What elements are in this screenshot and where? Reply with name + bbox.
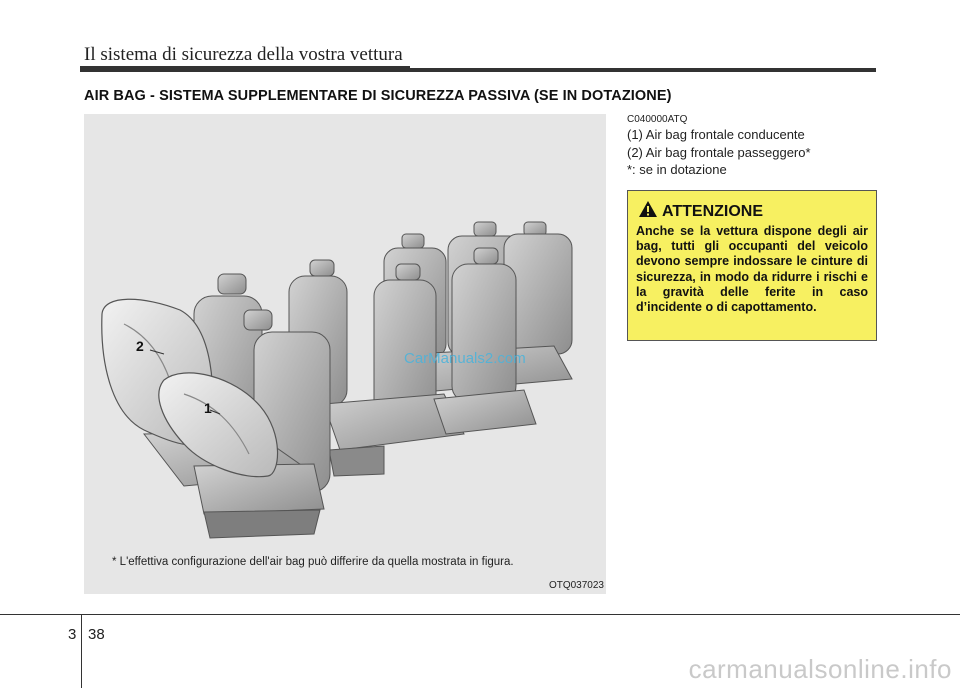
legend-item: (1) Air bag frontale conducente xyxy=(627,127,805,142)
legend-item: (2) Air bag frontale passeggero* xyxy=(627,144,811,160)
document-code: C040000ATQ xyxy=(627,114,688,125)
legend-item: *: se in dotazione xyxy=(627,162,727,177)
footer-rule xyxy=(0,614,960,615)
warning-text: Anche se la vettura dispone degli air bag, tutti gli occupanti del veicolo devono sempre indossare le cinture di sicurezza, in modo da ridurre i rischi e la gravità delle ferite in caso d’incidente o di capottamento. xyxy=(636,224,868,315)
figure-code: OTQ037023 xyxy=(548,580,604,591)
chapter-number: 3 xyxy=(68,626,77,643)
header-title: Il sistema di sicurezza della vostra vettura xyxy=(84,44,403,65)
footer-watermark: carmanualsonline.info xyxy=(688,654,952,684)
figure-note: * L'effettiva configurazione dell'air bag può differire da quella mostrata in figura. xyxy=(112,556,514,568)
header-rule xyxy=(80,68,876,72)
callout-2: 2 xyxy=(136,338,144,354)
footer-divider xyxy=(81,614,82,688)
airbag-figure xyxy=(84,114,606,594)
warning-title: ATTENZIONE xyxy=(662,203,764,220)
section-title: AIR BAG - SISTEMA SUPPLEMENTARE DI SICUREZZA PASSIVA (SE IN DOTAZIONE) xyxy=(84,88,672,104)
legend xyxy=(627,126,811,179)
figure-watermark: CarManuals2.com xyxy=(404,350,526,367)
page-number: 38 xyxy=(88,626,105,643)
callout-1: 1 xyxy=(204,400,212,416)
warning-box xyxy=(627,190,877,341)
seat-illustration xyxy=(84,114,606,594)
warning-triangle-icon xyxy=(638,200,658,218)
